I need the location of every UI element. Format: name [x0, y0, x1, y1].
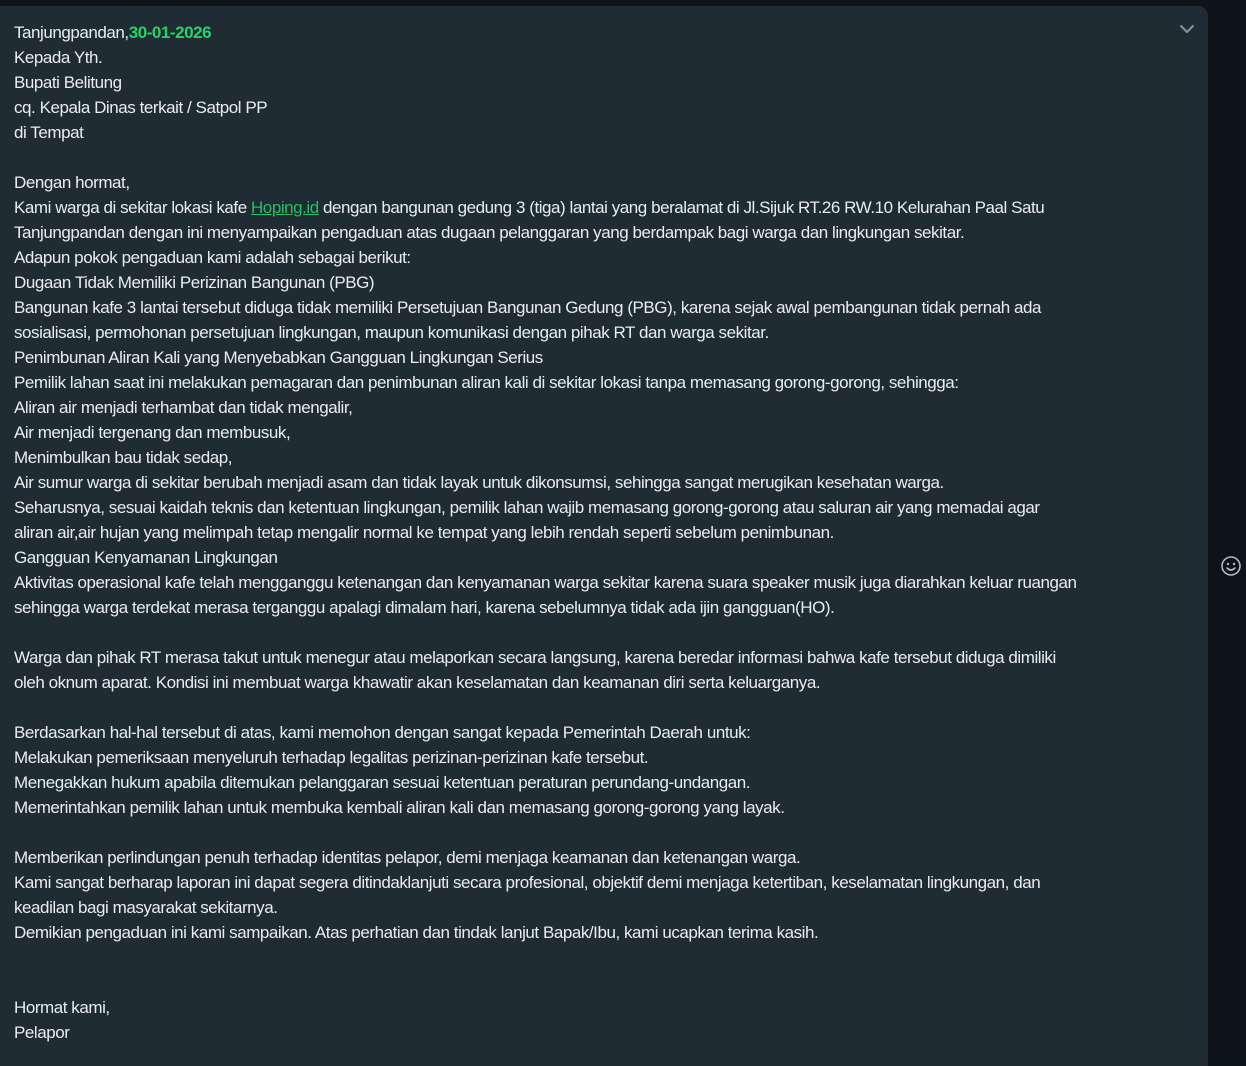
message-line: Kepada Yth. [14, 48, 103, 67]
message-line [14, 195, 1204, 220]
message-line: Melakukan pemeriksaan menyeluruh terhadap legalitas perizinan-perizinan kafe tersebut. [14, 748, 649, 767]
blank-line [14, 695, 1204, 720]
message-line: Seharusnya, sesuai kaidah teknis dan ketentuan lingkungan, pemilik lahan wajib memasang gorong-gorong atau saluran air yang memadai agar [14, 498, 1040, 517]
date-text: 30-01-2026 [128, 23, 212, 42]
message-line: Demikian pengaduan ini kami sampaikan. Atas perhatian dan tindak lanjut Bapak/Ibu, kami ucapkan terima kasih. [14, 923, 819, 942]
blank-line [14, 620, 1204, 645]
message-line [14, 20, 1204, 45]
line-text: Kami warga di sekitar lokasi kafe [14, 198, 251, 217]
message-line: Aktivitas operasional kafe telah mengganggu ketenangan dan kenyamanan warga sekitar karena suara speaker musik juga diarahkan keluar ruangan [14, 573, 1077, 592]
message-line: Air sumur warga di sekitar berubah menjadi asam dan tidak layak untuk dikonsumsi, sehingga sangat merugikan kesehatan warga. [14, 473, 944, 492]
message-line: Dugaan Tidak Memiliki Perizinan Bangunan (PBG) [14, 273, 375, 292]
message-line: di Tempat [14, 123, 84, 142]
line-text: Tanjungpandan, [14, 23, 129, 42]
emoji-icon[interactable] [1219, 554, 1243, 578]
blank-line [14, 970, 1204, 995]
message-line: Tanjungpandan dengan ini menyampaikan pengaduan atas dugaan pelanggaran yang berdampak bagi warga dan lingkungan sekitar. [14, 223, 965, 242]
message-line: Air menjadi tergenang dan membusuk, [14, 423, 291, 442]
message-text [14, 20, 1204, 1045]
line-text: dengan bangunan gedung 3 (tiga) lantai yang beralamat di Jl.Sijuk RT.26 RW.10 Kelurahan Paal Satu [318, 198, 1045, 217]
message-line: Menegakkan hukum apabila ditemukan pelanggaran sesuai ketentuan peraturan perundang-undangan. [14, 773, 750, 792]
message-line: Berdasarkan hal-hal tersebut di atas, kami memohon dengan sangat kepada Pemerintah Daerah untuk: [14, 723, 751, 742]
blank-line [14, 820, 1204, 845]
message-line: Bupati Belitung [14, 73, 122, 92]
message-line: sosialisasi, permohonan persetujuan lingkungan, maupun komunikasi dengan pihak RT dan warga sekitar. [14, 323, 769, 342]
message-line: Hormat kami, [14, 998, 110, 1017]
blank-line [14, 145, 1204, 170]
message-line: cq. Kepala Dinas terkait / Satpol PP [14, 98, 268, 117]
message-line: oleh oknum aparat. Kondisi ini membuat warga khawatir akan keselamatan dan keamanan diri serta keluarganya. [14, 673, 821, 692]
blank-line [14, 945, 1204, 970]
message-line: Gangguan Kenyamanan Lingkungan [14, 548, 278, 567]
message-line: Kami sangat berharap laporan ini dapat segera ditindaklanjuti secara profesional, objektif demi menjaga ketertiban, keselamatan lingkungan, dan [14, 873, 1041, 892]
message-line: Pemilik lahan saat ini melakukan pemagaran dan penimbunan aliran kali di sekitar lokasi tanpa memasang gorong-gorong, sehingga: [14, 373, 959, 392]
message-line: Pelapor [14, 1023, 70, 1042]
message-line: aliran air,air hujan yang melimpah tetap mengalir normal ke tempat yang lebih rendah seperti sebelum penimbunan. [14, 523, 834, 542]
chevron-down-icon[interactable] [1176, 18, 1198, 40]
message-bubble[interactable] [0, 6, 1208, 1066]
message-line: Penimbunan Aliran Kali yang Menyebabkan Gangguan Lingkungan Serius [14, 348, 543, 367]
message-line: keadilan bagi masyarakat sekitarnya. [14, 898, 278, 917]
message-line: Adapun pokok pengaduan kami adalah sebagai berikut: [14, 248, 411, 267]
message-line: Dengan hormat, [14, 173, 130, 192]
message-line: sehingga warga terdekat merasa terganggu apalagi dimalam hari, karena sebelumnya tidak ada ijin gangguan(HO). [14, 598, 835, 617]
message-line: Bangunan kafe 3 lantai tersebut diduga tidak memiliki Persetujuan Bangunan Gedung (PBG), karena sejak awal pembangunan tidak pernah ada [14, 298, 1042, 317]
message-line: Aliran air menjadi terhambat dan tidak mengalir, [14, 398, 353, 417]
hoping-link[interactable]: Hoping.id [250, 198, 319, 217]
chat-side-area [1208, 0, 1246, 1046]
message-line: Menimbulkan bau tidak sedap, [14, 448, 232, 467]
message-line: Memberikan perlindungan penuh terhadap identitas pelapor, demi menjaga keamanan dan ketenangan warga. [14, 848, 801, 867]
message-line: Memerintahkan pemilik lahan untuk membuka kembali aliran kali dan memasang gorong-gorong yang layak. [14, 798, 785, 817]
message-line: Warga dan pihak RT merasa takut untuk menegur atau melaporkan secara langsung, karena beredar informasi bahwa kafe tersebut diduga dimiliki [14, 648, 1056, 667]
